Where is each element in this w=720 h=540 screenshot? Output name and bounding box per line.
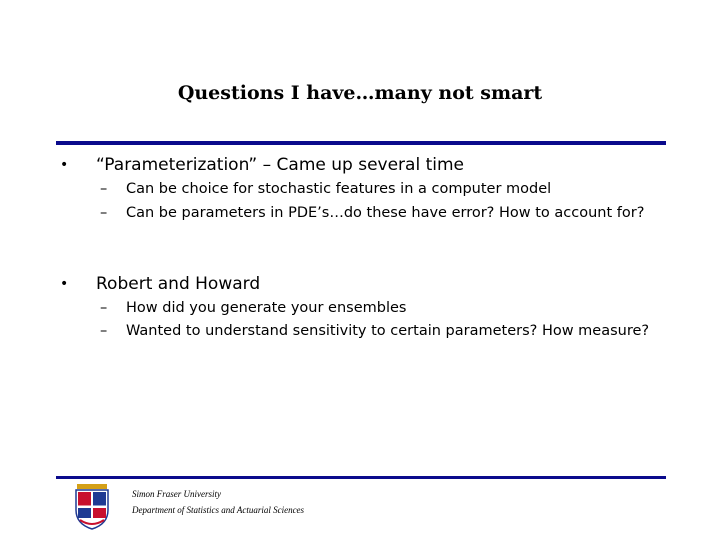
sub-text: How did you generate your ensembles — [126, 300, 407, 316]
sub-marker: – — [100, 205, 108, 221]
university-crest-icon — [74, 484, 110, 530]
title-divider — [56, 141, 666, 145]
bullet-text: “Parameterization” – Came up several time — [96, 155, 464, 175]
sub-marker: – — [100, 181, 108, 197]
sub-marker: – — [100, 323, 108, 339]
sub-marker: – — [100, 300, 108, 316]
footer-department: Department of Statistics and Actuarial Sciences — [132, 505, 305, 515]
sub-text: Wanted to understand sensitivity to certain parameters? How measure? — [126, 323, 650, 339]
bullet-marker: • — [60, 276, 69, 292]
footer-divider — [56, 476, 666, 479]
bullet-marker: • — [60, 157, 69, 173]
bullet-text: Robert and Howard — [96, 274, 261, 294]
sub-text: Can be choice for stochastic features in a computer model — [126, 181, 552, 197]
sub-text: Can be parameters in PDE’s…do these have error? How to account for? — [126, 205, 645, 221]
footer-university: Simon Fraser University — [132, 489, 221, 499]
slide-title: Questions I have…many not smart — [177, 82, 543, 104]
